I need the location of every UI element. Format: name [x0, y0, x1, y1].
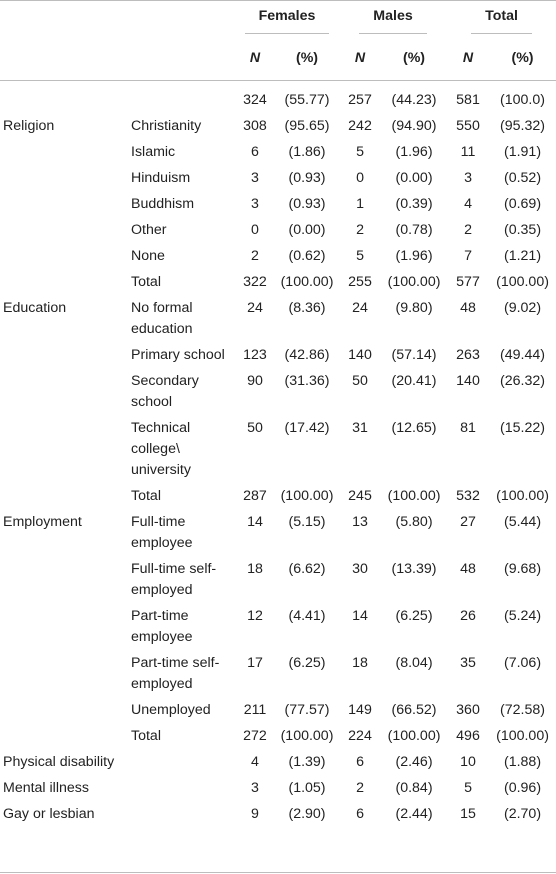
males-pct-cell: (100.00) [387, 274, 441, 290]
total-pct-cell: (95.32) [500, 118, 545, 134]
total-pct-cell: (2.70) [503, 806, 542, 822]
subcategory-cell: Full-time self-employed [131, 561, 217, 598]
table-row [0, 723, 556, 749]
table-row [0, 295, 556, 342]
total-pct-cell: (72.58) [500, 702, 545, 718]
header-total: Total [471, 6, 532, 34]
males-n-cell: 6 [356, 806, 364, 822]
total-n-cell: 48 [460, 300, 476, 316]
table-row [0, 165, 556, 191]
total-n-cell: 26 [460, 608, 476, 624]
category-cell: Employment [3, 514, 82, 530]
females-pct-cell: (5.15) [288, 514, 326, 530]
females-pct-cell: (8.36) [288, 300, 326, 316]
subcategory-cell: Technical college\ university [131, 420, 191, 478]
total-pct-cell: (26.32) [500, 373, 545, 389]
header-pct-females: (%) [295, 49, 319, 66]
category-cell: Education [3, 300, 67, 316]
total-n-cell: 532 [456, 488, 480, 504]
males-pct-cell: (0.84) [395, 780, 433, 796]
males-pct-cell: (0.00) [395, 170, 433, 186]
females-n-cell: 308 [243, 118, 267, 134]
table-row [0, 603, 556, 650]
subcategory-cell: Other [131, 222, 167, 238]
females-n-cell: 6 [251, 144, 259, 160]
males-pct-cell: (1.96) [395, 144, 433, 160]
header-pct-total: (%) [511, 49, 534, 66]
females-pct-cell: (0.93) [288, 196, 326, 212]
subcategory-cell: Christianity [131, 118, 202, 134]
females-n-cell: 3 [251, 196, 259, 212]
females-n-cell: 24 [247, 300, 263, 316]
total-pct-cell: (0.96) [503, 780, 542, 796]
males-pct-cell: (57.14) [391, 347, 437, 363]
females-pct-cell: (1.39) [288, 754, 326, 770]
total-n-cell: 5 [464, 780, 472, 796]
category-cell [0, 650, 128, 697]
females-n-cell: 123 [243, 347, 267, 363]
total-n-cell: 2 [464, 222, 472, 238]
females-pct-cell: (31.36) [284, 373, 330, 389]
header-pct-males: (%) [402, 49, 426, 66]
total-pct-cell: (5.24) [503, 608, 542, 624]
females-pct-cell: (95.65) [284, 118, 330, 134]
females-pct-cell: (4.41) [288, 608, 326, 624]
females-pct-cell: (0.62) [288, 248, 326, 264]
category-cell: Religion [3, 118, 55, 134]
category-cell [0, 556, 128, 603]
subcategory-cell: Total [131, 728, 161, 744]
males-n-cell: 255 [348, 274, 372, 290]
females-n-cell: 50 [247, 420, 263, 436]
females-pct-cell: (55.77) [284, 92, 330, 108]
subcategory-cell: Unemployed [131, 702, 211, 718]
males-pct-cell: (8.04) [395, 655, 433, 671]
females-n-cell: 14 [247, 514, 263, 530]
females-n-cell: 211 [243, 702, 267, 718]
header-sub-row [0, 40, 556, 76]
males-pct-cell: (100.00) [387, 488, 441, 504]
males-pct-cell: (2.44) [395, 806, 433, 822]
total-pct-cell: (100.0) [500, 92, 545, 108]
header-n-males: N [354, 49, 366, 66]
category-cell [0, 191, 128, 217]
subcategory-cell: Hinduism [131, 170, 191, 186]
table-row [0, 368, 556, 415]
table-row [0, 556, 556, 603]
table-top-rule [0, 0, 556, 1]
total-n-cell: 263 [456, 347, 480, 363]
males-pct-cell: (1.96) [395, 248, 433, 264]
females-n-cell: 272 [243, 728, 267, 744]
females-pct-cell: (0.00) [288, 222, 326, 238]
males-n-cell: 24 [352, 300, 368, 316]
females-n-cell: 324 [243, 92, 267, 108]
males-pct-cell: (66.52) [391, 702, 437, 718]
females-pct-cell: (6.62) [288, 561, 326, 577]
table-row [0, 509, 556, 556]
males-pct-cell: (9.80) [395, 300, 433, 316]
category-cell: Mental illness [3, 780, 89, 796]
subcategory-cell: Buddhism [131, 196, 195, 212]
males-n-cell: 14 [352, 608, 368, 624]
total-n-cell: 4 [464, 196, 472, 212]
total-n-cell: 140 [456, 373, 480, 389]
females-n-cell: 287 [243, 488, 267, 504]
total-pct-cell: (0.35) [503, 222, 542, 238]
total-pct-cell: (15.22) [500, 420, 545, 436]
males-n-cell: 30 [352, 561, 368, 577]
females-pct-cell: (17.42) [284, 420, 330, 436]
total-n-cell: 81 [460, 420, 476, 436]
table-bottom-rule [0, 872, 556, 873]
total-n-cell: 360 [456, 702, 480, 718]
females-pct-cell: (1.86) [288, 144, 326, 160]
category-cell [0, 243, 128, 269]
table-row [0, 342, 556, 368]
total-n-cell: 48 [460, 561, 476, 577]
category-cell [0, 368, 128, 415]
total-n-cell: 496 [456, 728, 480, 744]
males-n-cell: 5 [356, 144, 364, 160]
table-row [0, 191, 556, 217]
header-females: Females [245, 6, 330, 34]
males-pct-cell: (100.00) [387, 728, 441, 744]
males-n-cell: 50 [352, 373, 368, 389]
total-n-cell: 10 [460, 754, 476, 770]
subcategory-cell [128, 801, 235, 827]
category-cell: Gay or lesbian [3, 806, 95, 822]
subcategory-cell: Total [131, 274, 161, 290]
total-pct-cell: (7.06) [503, 655, 542, 671]
category-cell [0, 76, 128, 113]
category-cell [0, 483, 128, 509]
males-pct-cell: (44.23) [391, 92, 437, 108]
females-pct-cell: (6.25) [288, 655, 326, 671]
females-n-cell: 0 [251, 222, 259, 238]
females-n-cell: 9 [251, 806, 259, 822]
subcategory-cell: Total [131, 488, 161, 504]
total-pct-cell: (9.02) [503, 300, 542, 316]
category-cell [0, 723, 128, 749]
table-row [0, 269, 556, 295]
category-cell [0, 165, 128, 191]
table-row [0, 415, 556, 483]
total-n-cell: 581 [456, 92, 480, 108]
males-n-cell: 224 [348, 728, 372, 744]
table-row [0, 483, 556, 509]
females-pct-cell: (1.05) [288, 780, 326, 796]
total-pct-cell: (49.44) [500, 347, 545, 363]
total-n-cell: 35 [460, 655, 476, 671]
total-pct-cell: (1.21) [503, 248, 542, 264]
males-pct-cell: (2.46) [395, 754, 433, 770]
females-pct-cell: (100.00) [280, 488, 334, 504]
females-pct-cell: (100.00) [280, 728, 334, 744]
subcategory-cell [128, 749, 235, 775]
females-n-cell: 322 [243, 274, 267, 290]
total-pct-cell: (100.00) [496, 728, 549, 744]
category-cell [0, 603, 128, 650]
header-males: Males [359, 6, 426, 34]
total-n-cell: 15 [460, 806, 476, 822]
category-cell [0, 697, 128, 723]
table-row [0, 749, 556, 775]
header-bottom-rule [0, 80, 556, 81]
males-n-cell: 18 [352, 655, 368, 671]
subcategory-cell: Primary school [131, 347, 225, 363]
table-row [0, 139, 556, 165]
males-n-cell: 13 [352, 514, 368, 530]
subcategory-cell: Part-time self-employed [131, 655, 220, 692]
total-n-cell: 7 [464, 248, 472, 264]
total-n-cell: 3 [464, 170, 472, 186]
males-n-cell: 6 [356, 754, 364, 770]
table-row [0, 113, 556, 139]
total-pct-cell: (1.91) [503, 144, 542, 160]
total-n-cell: 27 [460, 514, 476, 530]
total-n-cell: 550 [456, 118, 480, 134]
total-pct-cell: (5.44) [503, 514, 542, 530]
subcategory-cell: None [131, 248, 165, 264]
table-body [0, 76, 556, 827]
females-n-cell: 3 [251, 170, 259, 186]
females-pct-cell: (100.00) [280, 274, 334, 290]
subcategory-cell: Part-time employee [131, 608, 193, 645]
males-n-cell: 31 [352, 420, 368, 436]
total-n-cell: 577 [456, 274, 480, 290]
total-pct-cell: (1.88) [503, 754, 542, 770]
males-n-cell: 5 [356, 248, 364, 264]
header-n-females: N [249, 49, 261, 66]
table-row [0, 217, 556, 243]
females-n-cell: 90 [247, 373, 263, 389]
category-cell [0, 217, 128, 243]
total-pct-cell: (100.00) [496, 274, 549, 290]
males-n-cell: 1 [356, 196, 364, 212]
category-cell: Physical disability [3, 754, 115, 770]
males-n-cell: 242 [348, 118, 372, 134]
males-pct-cell: (6.25) [395, 608, 433, 624]
table-row [0, 76, 556, 113]
table-row [0, 775, 556, 801]
females-pct-cell: (2.90) [288, 806, 326, 822]
females-pct-cell: (42.86) [284, 347, 330, 363]
females-n-cell: 12 [247, 608, 263, 624]
females-n-cell: 2 [251, 248, 259, 264]
total-pct-cell: (0.69) [503, 196, 542, 212]
table-row [0, 243, 556, 269]
females-n-cell: 17 [247, 655, 263, 671]
subcategory-cell: No formal education [131, 300, 193, 337]
subcategory-cell [128, 775, 235, 801]
males-n-cell: 149 [348, 702, 372, 718]
total-pct-cell: (0.52) [503, 170, 542, 186]
total-n-cell: 11 [460, 144, 476, 160]
subcategory-cell [128, 76, 235, 113]
males-n-cell: 0 [356, 170, 364, 186]
males-n-cell: 245 [348, 488, 372, 504]
males-pct-cell: (20.41) [391, 373, 437, 389]
header-group-row [0, 0, 556, 40]
females-pct-cell: (77.57) [284, 702, 330, 718]
females-n-cell: 3 [251, 780, 259, 796]
table-row [0, 650, 556, 697]
males-pct-cell: (94.90) [391, 118, 437, 134]
subcategory-cell: Secondary school [131, 373, 199, 410]
males-n-cell: 2 [356, 780, 364, 796]
header-n-total: N [462, 49, 474, 66]
males-pct-cell: (13.39) [391, 561, 437, 577]
males-pct-cell: (0.78) [395, 222, 433, 238]
females-n-cell: 4 [251, 754, 259, 770]
category-cell [0, 269, 128, 295]
category-cell [0, 139, 128, 165]
females-pct-cell: (0.93) [288, 170, 326, 186]
subcategory-cell: Islamic [131, 144, 176, 160]
table-row [0, 801, 556, 827]
table-row [0, 697, 556, 723]
males-n-cell: 2 [356, 222, 364, 238]
category-cell [0, 415, 128, 483]
females-n-cell: 18 [247, 561, 263, 577]
category-cell [0, 342, 128, 368]
males-n-cell: 257 [348, 92, 372, 108]
males-pct-cell: (5.80) [395, 514, 433, 530]
total-pct-cell: (9.68) [503, 561, 542, 577]
total-pct-cell: (100.00) [496, 488, 549, 504]
subcategory-cell: Full-time employee [131, 514, 193, 551]
males-pct-cell: (12.65) [391, 420, 437, 436]
males-pct-cell: (0.39) [395, 196, 433, 212]
males-n-cell: 140 [348, 347, 372, 363]
